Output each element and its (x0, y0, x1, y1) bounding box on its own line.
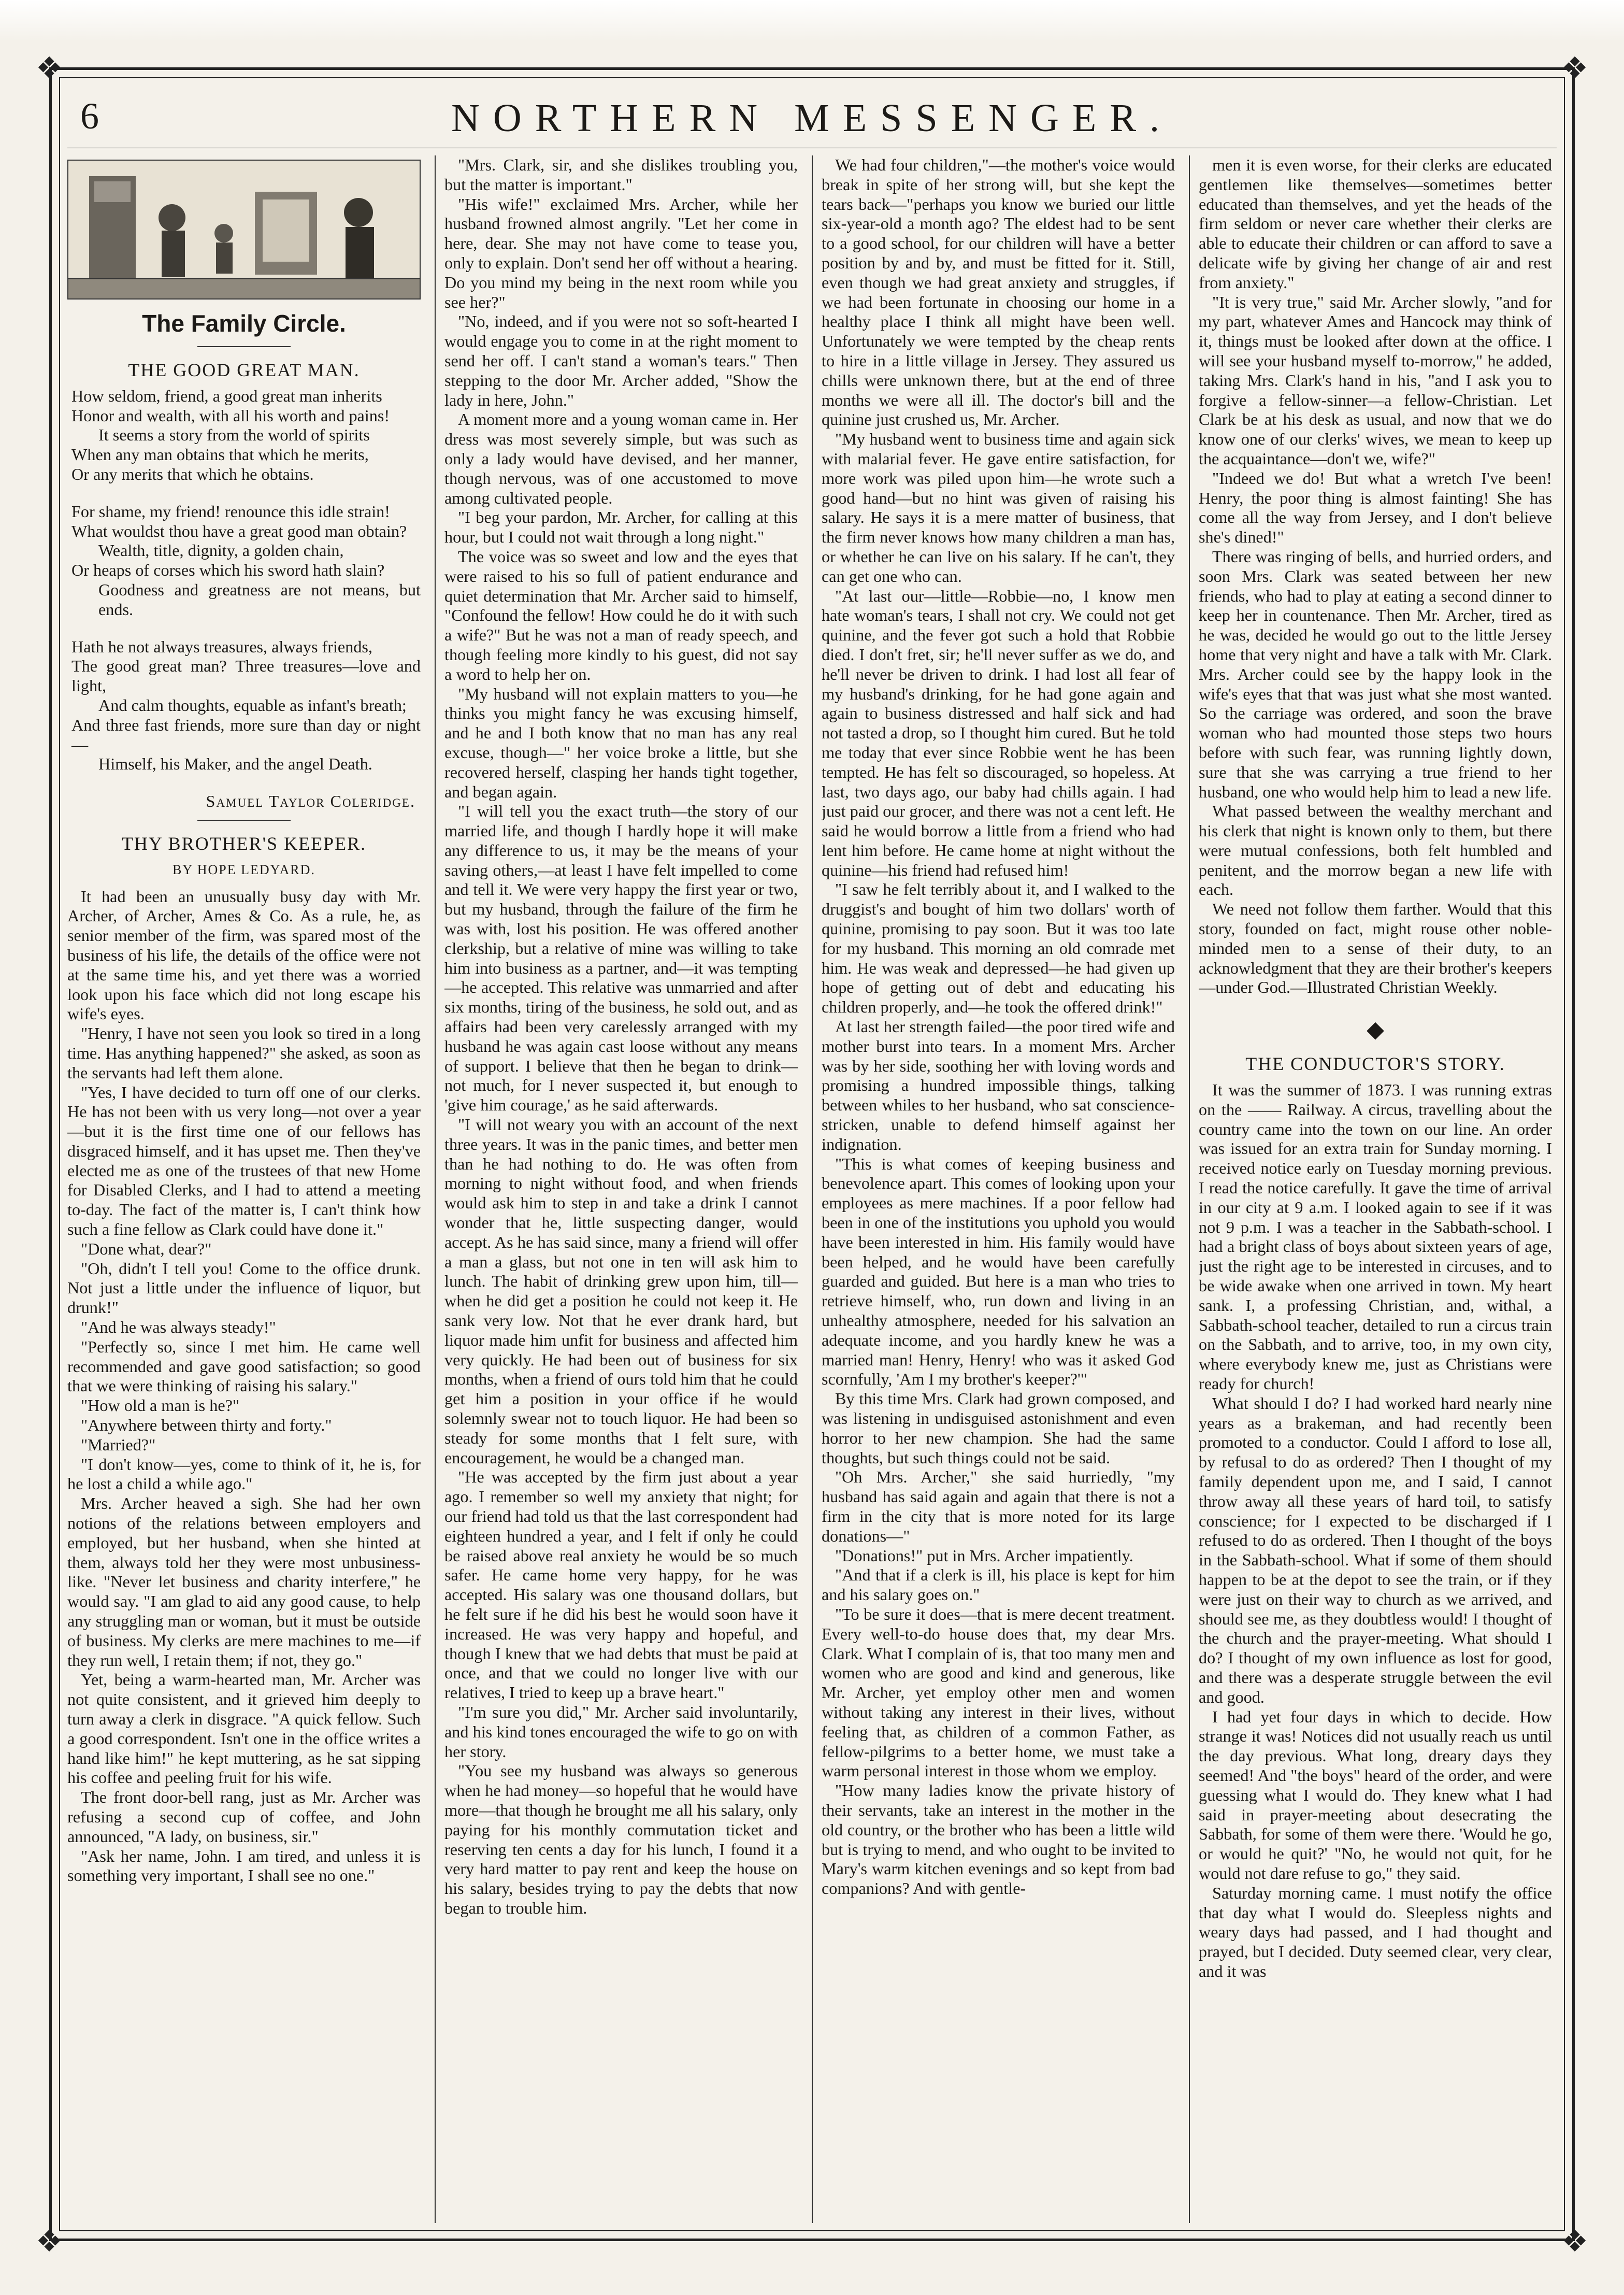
poem-title: THE GOOD GREAT MAN. (128, 360, 360, 380)
paragraph: Mrs. Archer heaved a sigh. She had her own notions of the relations between employers and employed, but her husband, when she hinted at them, always told her they were most unbusiness-like. "Never let business and charity interfere," he would say. "I am glad to aid any good cause, to help any struggling man or woman, but it must be outside of business. My clerks are mere machines to me—if they run well, I retain them; if not, they go." (67, 1494, 421, 1670)
article-columns (67, 155, 1557, 2223)
paragraph: Saturday morning came. I must notify the office that day what I would do. Sleepless nights and weary days had passed, and I had thought and prayed, but I decided. Duty seemed clear, very clear, and it was (1199, 1883, 1552, 1980)
paragraph: "You see my husband was always so generous when he had money—so hopeful that he would have more—that though he brought me all his salary, only paying for his monthly commutation ticket and reserving ten cents a day for his lunch, I found it a very hard matter to pay rent and keep the house on his salary, besides trying to pay the debts that now began to trouble him. (444, 1761, 798, 1917)
paragraph: "My husband went to business time and again sick with malarial fever. He gave entire satisfaction, for more work was piled upon him—he wrote such a good hand—but no hint was given of raising his salary. He says it is a mere matter of business, that the firm never knows how many children a man has, or whether he can live on his salary. If he can't, they can get one who can. (822, 430, 1175, 586)
masthead (67, 91, 1557, 149)
corner-ornament-icon: ❖ (1561, 50, 1588, 85)
paragraph: "He was accepted by the firm just about a year ago. I remember so well my anxiety that night; for our friend had told us that the last correspondent had eighteen hundred a year, and I felt if only he could be raised above real anxiety he would be so much safer. He came home very happy, for he was accepted. His salary was one thousand dollars, but he felt sure if he did his best he would soon have it increased. He was very happy and hopeful, and though I knew that we had debts that must be paid at once, and that we could no longer live with our relatives, I tried to keep up a brave heart." (444, 1467, 798, 1702)
page-number: 6 (80, 95, 99, 137)
paragraph: "Ask her name, John. I am tired, and unless it is something very important, I shall see no one." (67, 1846, 421, 1885)
paragraph: "At last our—little—Robbie—no, I know men hate woman's tears, I shall not cry. We could not get quinine, and the fever got such a hold that Robbie died. I don't fret, sir; he'll never suffer as we do, and he'll never be driven to drink. I had lost all fear of my husband's drinking, for he had gone again and again to business distressed and half sick and had not tasted a drop, so I thought him cured. But he told me today that ever since Robbie went he has been tempted. He has felt so discouraged, so hopeless. At last, two days ago, our baby had chills again. I had just paid our grocer, and there was not a cent left. He said he would borrow a little from a friend who had lent him before. He came home at night without the quinine—his friend had refused him! (822, 586, 1175, 879)
story-title: THE CONDUCTOR'S STORY. (1245, 1053, 1505, 1075)
story-body (1199, 1080, 1552, 1982)
paragraph: "I beg your pardon, Mr. Archer, for calling at this hour, but I could not wait through a long night." (444, 508, 798, 547)
paragraph: A moment more and a young woman came in. Her dress was most severely simple, but was such as only a lady would have devised, and her manner, though nervous, was of one accustomed to move among cultivated people. (444, 410, 798, 507)
corner-ornament-icon: ❖ (36, 50, 63, 85)
paragraph: "How many ladies know the private history of their servants, take an interest in the mother in the old country, or the brother who has been a little wild but is trying to mend, and who ought to be invited to Mary's warm kitchen evenings and so kept from bad companions? And with gentle- (822, 1781, 1175, 1898)
paragraph: "Indeed we do! But what a wretch I've been! Henry, the poor thing is almost fainting! She has come all the way from Jersey, and I don't believe she's dined!" (1199, 468, 1552, 547)
paragraph: "Married?" (81, 1435, 156, 1454)
paragraph: By this time Mrs. Clark had grown composed, and was listening in undisguised astonishment and even horror to her new champion. She had the same thoughts, but such things could not be said. (822, 1389, 1175, 1467)
paragraph: "Perfectly so, since I met him. He came well recommended and gave good satisfaction; so good that we were thinking of raising his salary." (67, 1337, 421, 1395)
story-body (822, 155, 1175, 1899)
corner-ornament-icon: ❖ (36, 2223, 63, 2259)
story-body (444, 155, 798, 1918)
poem-stanza: How seldom, friend, a good great man inherits Honor and wealth, with all his worth and pains! It seems a story from the world of spirits When any man obtains that which he merits, Or any merits that which he obtains. (71, 386, 390, 483)
column-3 (822, 155, 1175, 2223)
newspaper-title: NORTHERN MESSENGER. (451, 96, 1173, 140)
paragraph: "I will tell you the exact truth—the story of our married life, and though I hardly hope it will make any difference to us, it may be the means of your saving others,—at least I have felt impelled to come and tell it. We were very happy the first year or two, but my husband, through the failure of the firm he was with, lost his position. He was offered another clerkship, but a relative of mine was willing to take him into business as a partner, and—it was tempting—he accepted. This relative was unmarried and after six months, tiring of the business, he sold out, and as affairs had been very carelessly arranged with my husband he was again cast loose without any means of support. I believe that then he began to drink—not much, for I never suspected it, but enough to 'give him courage,' as he said afterwards. (444, 802, 798, 1115)
paragraph: "It is very true," said Mr. Archer slowly, "and for my part, whatever Ames and Hancock may think of it, things must be looked after down at the office. I will see your husband myself to-morrow," he added, taking Mrs. Clark's hand in his, "and I ask you to forgive a fellow-sinner—a fellow-Christian. Let Clark be at his desk as usual, and now that we do know one of our clerks' wives, we mean to keep up the acquaintance—don't we, wife?" (1199, 292, 1552, 468)
poem-stanza: For shame, my friend! renounce this idle strain! What wouldst thou have a great good man obtain? Wealth, title, dignity, a golden chain, Or heaps of corses which his sword hath slain? Goodness and greatness are not means, but ends. (71, 502, 421, 619)
paragraph: We need not follow them farther. Would that this story, founded on fact, might rouse other noble-minded men to a sense of their duty, to an acknowledgment that they are their brother's keepers—under God.—Illustrated Christian Weekly. (1199, 900, 1552, 997)
paragraph: We had four children,"—the mother's voice would break in spite of her strong will, but she kept the tears back—"perhaps you know we buried our little six-year-old a month ago? The eldest had to be sent to a good school, for our children will have a better position by and by, and must be fitted for it. Still, even though we had great anxiety and struggles, if we had been fortunate in choosing our home in a healthy place I think all might have been well. Unfortunately we were tempted by the cheap rents to hire in a little village in Jersey. They assured us chills were unknown there, but at the end of three months we were all ill. The doctor's bill and the quinine just crushed us, Mr. Archer. (822, 155, 1175, 429)
poem-author: Samuel Taylor Coleridge. (206, 792, 415, 811)
paragraph: It had been an unusually busy day with Mr. Archer, of Archer, Ames & Co. As a rule, he, as senior member of the firm, was spared most of the business of his life, the details of the office were not at the same time his, and yet there was a worried look upon his face which did not long escape his wife's eyes. (67, 887, 421, 1023)
paragraph: There was ringing of bells, and hurried orders, and soon Mrs. Clark was seated between her new friends, who had to play at eating a second dinner to keep her in countenance. Then Mr. Archer, tired as he was, decided he would go out to the little Jersey home that very night and have a talk with Mr. Clark. Mrs. Archer could see by the happy look in the wife's eyes that that was just what she most wanted. So the carriage was ordered, and soon the brave woman who had mounted those steps two hours before with such fear, was running lightly down, sure that she was carrying a true friend to her husband, one who would help him to lead a new life. (1199, 547, 1552, 801)
paragraph: "And he was always steady!" (81, 1318, 276, 1337)
paragraph: "I'm sure you did," Mr. Archer said involuntarily, and his kind tones encouraged the wife to go on with her story. (444, 1702, 798, 1761)
paragraph: "Henry, I have not seen you look so tired in a long time. Has anything happened?" she asked, as soon as the servants had left them alone. (67, 1024, 421, 1082)
paragraph: "Oh Mrs. Archer," she said hurriedly, "my husband has said again and again that there is not a firm in the city that is more noted for its large donations—" (822, 1467, 1175, 1545)
story-body (1199, 155, 1552, 997)
corner-ornament-icon: ❖ (1561, 2223, 1588, 2259)
paragraph: "To be sure it does—that is mere decent treatment. Every well-to-do house does that, my dear Mrs. Clark. What I complain of is, that too many men and women who are good and kind and generous, like Mr. Archer, yet employ other men and women without taking any interest in their lives, without feeling that, as children of a common Father, as fellow-pilgrims to a better home, we must take a warm personal interest in those whom we employ. (822, 1604, 1175, 1780)
paragraph: "Donations!" put in Mrs. Archer impatiently. (835, 1546, 1133, 1565)
paragraph: "Mrs. Clark, sir, and she dislikes troubling you, but the matter is important." (444, 155, 798, 194)
paragraph: The front door-bell rang, just as Mr. Archer was refusing a second cup of coffee, and John announced, "A lady, on business, sir." (67, 1788, 421, 1846)
paragraph: "I don't know—yes, come to think of it, he is, for he lost a child a while ago." (67, 1455, 421, 1493)
column-2 (444, 155, 798, 2223)
paragraph: "Oh, didn't I tell you! Come to the office drunk. Not just a little under the influence of liquor, but drunk!" (67, 1259, 421, 1317)
story-byline: BY HOPE LEDYARD. (173, 862, 315, 877)
paragraph: "I saw he felt terribly about it, and I walked to the druggist's and bought of him two dollars' worth of quinine, promising to pay soon. But it was too late for my husband. This morning an old comrade met him. He was weak and depressed—he had given up hope of getting out of debt and educating his children properly, and—he took the offered drink!" (822, 880, 1175, 1017)
paragraph: "No, indeed, and if you were not so soft-hearted I would engage you to come in at the right moment to send her off. I can't stand a woman's tears." Then stepping to the door Mr. Archer added, "Show the lady in here, John." (444, 312, 798, 409)
section-heading: The Family Circle. (142, 310, 346, 337)
paragraph: "And that if a clerk is ill, his place is kept for him and his salary goes on." (822, 1565, 1175, 1604)
paragraph: What should I do? I had worked hard nearly nine years as a brakeman, and had recently been promoted to a conductor. Could I afford to lose all, by refusal to do as ordered? Then I thought of my family dependent upon me, and I said, I cannot throw away all these years of hard toil, to satisfy conscience; for I expected to be discharged if I refused to do as ordered. Then I thought of the boys in the Sabbath-school. What if some of them should happen to be at the depot to see the train, or if they were just on their way to church as we arrived, and should see me, as they doubtless would! I thought of the church and the prayer-meeting. What should I do? I thought of my own influence as lost for good, and there was a desperate struggle between the evil and good. (1199, 1393, 1552, 1706)
paragraph: I had yet four days in which to decide. How strange it was! Notices did not usually reach us until the day previous. What long, dreary days they seemed! And "the boys" heard of the order, and were guessing what I would do. They knew what I had said in prayer-meeting about desecrating the Sabbath, for some of them were there. 'Would he go, or would he quit?' "No, he would not quit, for he would not dare refuse to go," they said. (1199, 1707, 1552, 1883)
paragraph: "This is what comes of keeping business and benevolence apart. This comes of looking upon your employees as mere machines. If a poor fellow had been in one of the institutions you uphold you would have been interested in him. His family would have been helped, and he would have been carefully guarded and guided. But here is a man who tries to retrieve himself, who, run down and living in an unhealthy atmosphere, needed for his salvation an adequate income, and you hardly knew he was a married man! Henry, Henry! who was it asked God scornfully, 'Am I my brother's keeper?'" (822, 1154, 1175, 1389)
paragraph: "How old a man is he?" (81, 1396, 240, 1415)
torn-page-edge (0, 0, 1624, 41)
paragraph: "I will not weary you with an account of the next three years. It was in the panic times, and better men than he had nothing to do. He was often from morning to night without food, and when friends would ask him to step in and take a drink I cannot wonder that he, little suspecting danger, would accept. As he has said since, many a friend will offer a man a glass, but not one in ten will ask him to lunch. The habit of drinking grew upon him, till—when he did get a position he could not keep it. He sank very low. Not that he ever drank hard, but liquor made him unfit for business and affected him very quickly. He had been out of business for six months, when a friend of ours told him that he could get him a position in your office if he would solemnly swear not to touch liquor. He had been so steady for some months that I felt sure, with encouragement, he would be a changed man. (444, 1115, 798, 1467)
paragraph: The voice was so sweet and low and the eyes that were raised to his so full of patient endurance and quiet determination that Mr. Archer said to himself, "Confound the fellow! How could he do it with such a wife?" But he was not a man of ready speech, and though feeling more kindly to his guest, did not say a word to help her on. (444, 547, 798, 683)
paragraph: "Done what, dear?" (81, 1239, 212, 1258)
paragraph: It was the summer of 1873. I was running extras on the —— Railway. A circus, travelling about the country came into the town on our line. An order was issued for an extra train for Sunday morning. I received notice early on Tuesday morning previous. I read the notice carefully. It gave the time of arrival in our city at 9 a.m. I looked again to see if it was not 9 p.m. I was a teacher in the Sabbath-school. I had a bright class of boys about sixteen years of age, just the right age to be interested in circuses, and to be wide awake when one arrived in town. My heart sank. I, a professing Christian, and, withal, a Sabbath-school teacher, detailed to run a circus train on the Sabbath, and to arrive, too, in my own city, where everybody knew me, just as Christians were ready for church! (1199, 1080, 1552, 1393)
poem-body (67, 387, 421, 811)
column-1 (67, 155, 421, 2223)
divider-ornament-icon: ◆ (1367, 1016, 1384, 1043)
paragraph: At last her strength failed—the poor tired wife and mother burst into tears. In a moment Mrs. Archer was by her side, soothing her with loving words and promising a hundred impossible things, talking between whiles to her husband, who sat conscience-stricken, unable to defend himself against her indignation. (822, 1017, 1175, 1153)
paragraph: "His wife!" exclaimed Mrs. Archer, while her husband frowned almost angrily. "Let her come in here, dear. She may not have come to tease you, only to explain. Don't send her off without a hearing. Do you mind my being in the next room while you see her?" (444, 194, 798, 311)
paragraph: "Yes, I have decided to turn off one of our clerks. He has not been with us very long—not over a year—but it is the first time one of our fellows has disgraced himself, and it has upset me. Then they've elected me as one of the trustees of that new Home for Disabled Clerks, and I had to attend a meeting to-day. The fact of the matter is, I can't think how such a fine fellow as Clark could have done it." (67, 1082, 421, 1239)
paragraph: Yet, being a warm-hearted man, Mr. Archer was not quite consistent, and it grieved him deeply to turn away a clerk in disgrace. "A quick fellow. Such a good correspondent. Isn't one in the office writes a hand like him!" he kept muttering, as he sat sipping his coffee and peeling fruit for his wife. (67, 1670, 421, 1787)
paragraph: "Anywhere between thirty and forty." (81, 1416, 332, 1435)
column-4 (1199, 155, 1552, 2223)
paragraph: What passed between the wealthy merchant and his clerk that night is known only to them, but there were mutual confessions, both felt humbled and penitent, and the morrow began a new life with each. (1199, 802, 1552, 899)
story-title: THY BROTHER'S KEEPER. (121, 833, 367, 854)
paragraph: "My husband will not explain matters to you—he thinks you might fancy he was excusing himself, and he and I both know that no man has any real excuse, though—" her voice broke a little, but she recovered herself, clasping her hands tight together, and began again. (444, 684, 798, 801)
family-circle-engraving (67, 160, 421, 300)
paragraph: men it is even worse, for their clerks are educated gentlemen like themselves—sometimes better educated than themselves, and yet the heads of the firm seldom or never care whether their clerks are able to educate their children or can afford to save a delicate wife by giving her change of air and rest from anxiety." (1199, 155, 1552, 292)
poem-stanza: Hath he not always treasures, always friends, The good great man? Three treasures—love and light, And calm thoughts, equable as infant's breath; And three fast friends, more sure than day or night— Himself, his Maker, and the angel Death. (71, 637, 421, 774)
story-body (67, 887, 421, 1886)
